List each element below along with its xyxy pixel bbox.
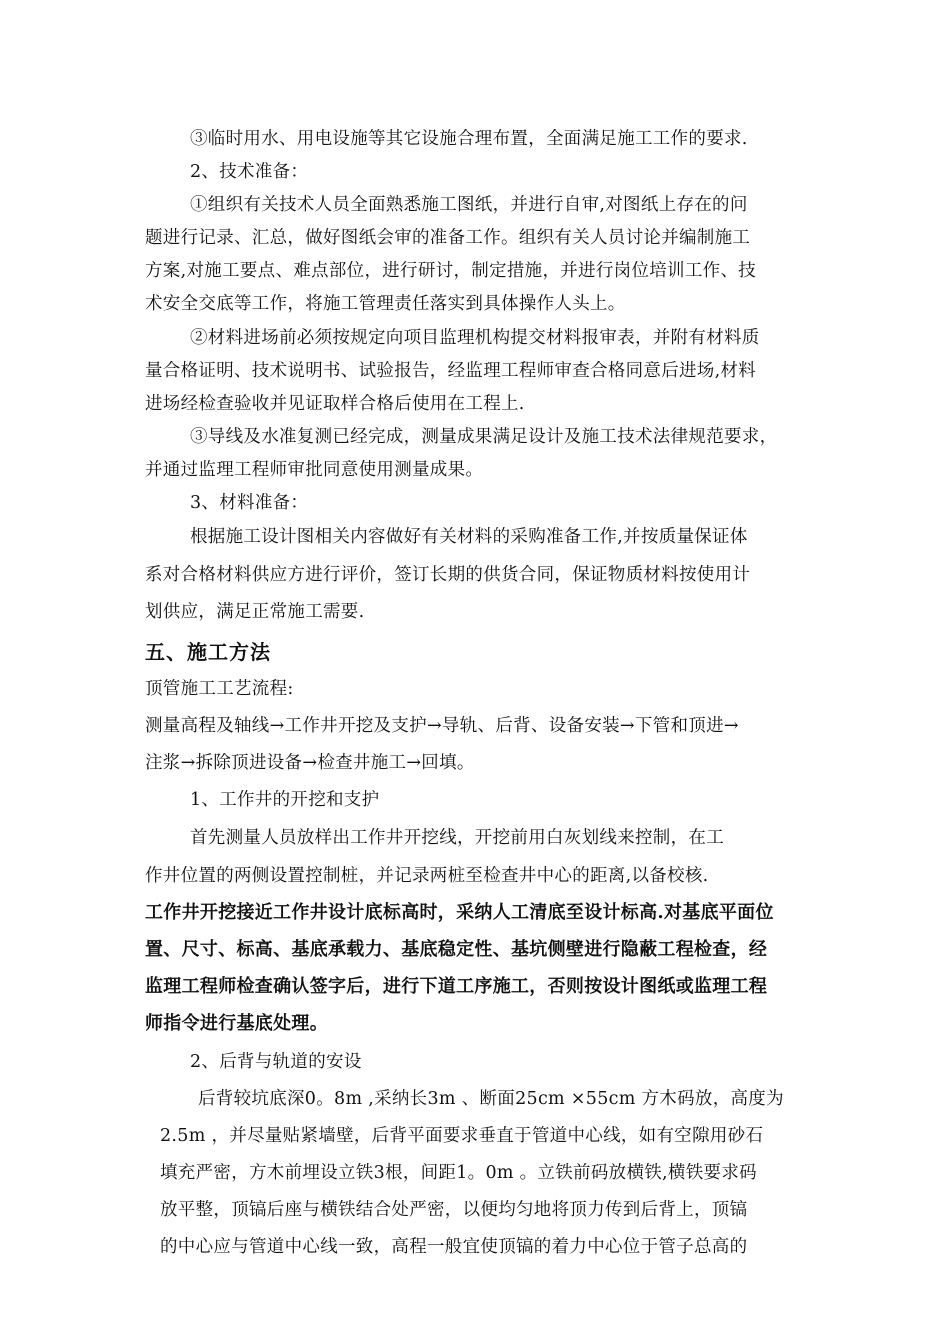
text-line: 并通过监理工程师审批同意使用测量成果。: [145, 460, 484, 480]
text-line: 注浆→拆除顶进设备→检查井施工→回填。: [145, 753, 475, 773]
text-line: 系对合格材料供应方进行评价，签订长期的供货合同，保证物质材料按使用计: [145, 565, 751, 585]
text-line: 放平整，顶镐后座与横铁结合处严密，以便均匀地将顶力传到后背上，顶镐: [160, 1200, 748, 1220]
text-line: ③导线及水准复测已经完成，测量成果满足设计及施工技术法律规范要求，: [190, 427, 778, 447]
section-heading: 3、材料准备：: [190, 493, 309, 513]
text-line: 进场经检查验收并见证取样合格后使用在工程上.: [145, 394, 525, 414]
text-line: 术安全交底等工作，将施工管理责任落实到具体操作人头上。: [145, 294, 626, 314]
text-line: 方案,对施工要点、难点部位，进行研讨，制定措施，并进行岗位培训工作、技: [145, 261, 757, 281]
text-line: ③临时用水、用电设施等其它设施合理布置，全面满足施工工作的要求.: [190, 129, 748, 149]
text-line: 量合格证明、技术说明书、试验报告，经监理工程师审查合格同意后进场,材料: [145, 361, 757, 381]
text-line: 划供应，满足正常施工需要.: [145, 602, 365, 622]
bold-text-line: 工作井开挖接近工作井设计底标高时，采纳人工清底至设计标高.对基底平面位: [145, 902, 774, 923]
text-line: 2.5m ，并尽量贴紧墙壁，后背平面要求垂直于管道中心线，如有空隙用砂石: [160, 1126, 764, 1146]
text-line: 首先测量人员放样出工作井开挖线，开挖前用白灰划线来控制，在工: [190, 828, 724, 848]
text-line: 填充严密，方木前埋设立铁3根，间距1。0m 。立铁前码放横铁,横铁要求码: [160, 1163, 757, 1183]
text-line: ①组织有关技术人员全面熟悉施工图纸，并进行自审,对图纸上存在的问: [190, 195, 748, 215]
text-line: 题进行记录、汇总，做好图纸会审的准备工作。组织有关人员讨论并编制施工: [145, 228, 751, 248]
text-line: 后背较坑底深0。8m ,采纳长3m 、断面25cm ×55cm 方木码放，高度为: [198, 1089, 784, 1109]
chapter-heading: 五、施工方法: [145, 640, 271, 664]
text-line: 根据施工设计图相关内容做好有关材料的采购准备工作,并按质量保证体: [190, 527, 748, 547]
bold-text-line: 监理工程师检查确认签字后，进行下道工序施工，否则按设计图纸或监理工程: [145, 976, 768, 997]
section-heading: 2、后背与轨道的安设: [190, 1052, 362, 1072]
section-heading: 2、技术准备：: [190, 162, 309, 182]
text-line: 顶管施工工艺流程:: [145, 679, 294, 699]
bold-text-line: 师指令进行基底处理。: [145, 1013, 328, 1034]
text-line: ②材料进场前必须按规定向项目监理机构提交材料报审表，并附有材料质: [190, 328, 760, 348]
text-line: 的中心应与管道中心线一致，高程一般宜使顶镐的着力中心位于管子总高的: [160, 1237, 748, 1257]
text-line: 测量高程及轴线→工作井开挖及支护→导轨、后背、设备安装→下管和顶进→: [145, 716, 739, 736]
section-heading: 1、工作井的开挖和支护: [190, 790, 380, 810]
bold-text-line: 置、尺寸、标高、基底承载力、基底稳定性、基坑侧壁进行隐蔽工程检查，经: [145, 939, 768, 960]
text-line: 作井位置的两侧设置控制桩，并记录两桩至检查井中心的距离,以备校核.: [145, 866, 709, 886]
